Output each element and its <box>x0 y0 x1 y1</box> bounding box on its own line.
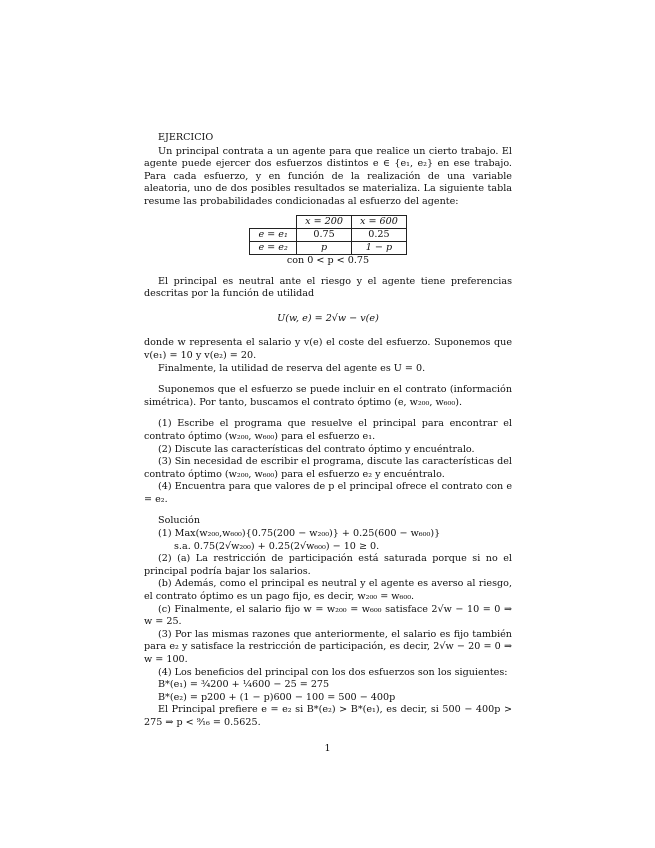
table-row-label: e = e₂ <box>250 241 297 254</box>
table-cell: 0.75 <box>297 228 352 241</box>
table-header-cell: x = 200 <box>297 215 352 228</box>
question-item: (3) Sin necesidad de escribir el programa, discute las características del contrato óptimo (w₂₀₀, w₆₀₀) para el esfuerzo e₂ y encuéntralo. <box>144 456 512 480</box>
solution-2b: (b) Además, como el principal es neutral y el agente es averso al riesgo, el contrato óptimo es un pago fijo, es decir, w₂₀₀ = w₆₀₀. <box>144 578 512 603</box>
table-header-row <box>250 215 407 228</box>
benefit-e1: B*(e₁) = ³⁄₄200 + ¹⁄₄600 − 25 = 275 <box>158 679 330 691</box>
table-row <box>250 228 407 241</box>
document-page <box>144 132 512 730</box>
question-item: (1) Escribe el programa que resuelve el principal para encontrar el contrato óptimo (w₂₀₀, w₆₀₀) para el esfuerzo e₁. <box>144 418 512 442</box>
table-condition: con 0 < p < 0.75 <box>286 254 370 266</box>
probability-table-wrap <box>144 215 512 267</box>
where-paragraph: donde w representa el salario y v(e) el coste del esfuerzo. Suponemos que v(e₁) = 10 y v(e₂) = 20. <box>144 337 512 361</box>
question-item: (4) Encuentra para que valores de p el principal ofrece el contrato con e = e₂. <box>144 481 512 505</box>
table-cell: 1 − p <box>352 241 407 254</box>
benefit-e2: B*(e₂) = p200 + (1 − p)600 − 100 = 500 − 400p <box>158 691 396 703</box>
solution-section <box>144 515 512 729</box>
solution-1-objective: (1) Max(w₂₀₀,w₆₀₀){0.75(200 − w₂₀₀)} + 0.25(600 − w₆₀₀)} <box>158 528 441 540</box>
solution-2c: (c) Finalmente, el salario fijo w = w₂₀₀ = w₆₀₀ satisface 2√w − 10 = 0 ⇒ w = 25. <box>144 603 512 628</box>
solution-1-constraint: s.a. 0.75(2√w₂₀₀) + 0.25(2√w₆₀₀) − 10 ≥ 0. <box>174 540 380 552</box>
table-cell: p <box>297 241 352 254</box>
exercise-title: EJERCICIO <box>158 132 214 143</box>
reserve-paragraph: Finalmente, la utilidad de reserva del agente es U = 0. <box>158 362 426 374</box>
utility-paragraph: El principal es neutral ante el riesgo y el agente tiene preferencias descritas por la función de utilidad <box>144 275 512 300</box>
solution-4: (4) Los beneficios del principal con los dos esfuerzos son los siguientes: <box>158 666 508 678</box>
table-cell: 0.25 <box>352 228 407 241</box>
questions-list <box>144 418 512 506</box>
suppose-paragraph: Suponemos que el esfuerzo se puede incluir en el contrato (información simétrica). Por tanto, buscamos el contrato óptimo (e, w₂₀₀, w₆₀₀). <box>144 384 512 408</box>
utility-equation: U(w, e) = 2√w − v(e) <box>277 312 379 324</box>
probability-table <box>249 215 407 255</box>
table-row-label: e = e₁ <box>250 228 297 241</box>
solution-2a: (2) (a) La restricción de participación está saturada porque si no el principal podría bajar los salarios. <box>144 553 512 577</box>
page-number: 1 <box>324 743 331 754</box>
solution-title: Solución <box>158 515 200 527</box>
solution-conclusion: El Principal prefiere e = e₂ si B*(e₂) > B*(e₁), es decir, si 500 − 400p > 275 ⇒ p < ⁹⁄₁₆ = 0.5625. <box>144 704 512 728</box>
table-row <box>250 241 407 254</box>
intro-paragraph: Un principal contrata a un agente para que realice un cierto trabajo. El agente puede ejercer dos esfuerzos distintos e ∈ {e₁, e₂} en ese trabajo. Para cada esfuerzo, y en función de la realización de una variable aleatoria, uno de dos posibles resultados se materializa. La siguiente tabla resume las probabilidades condicionadas al esfuerzo del agente: <box>144 145 512 207</box>
table-header-cell: x = 600 <box>352 215 407 228</box>
solution-3: (3) Por las mismas razones que anteriormente, el salario es fijo también para e₂ y satisface la restricción de participación, es decir, 2√w − 20 = 0 ⇒ w = 100. <box>144 628 512 665</box>
question-item: (2) Discute las características del contrato óptimo y encuéntralo. <box>158 443 475 455</box>
